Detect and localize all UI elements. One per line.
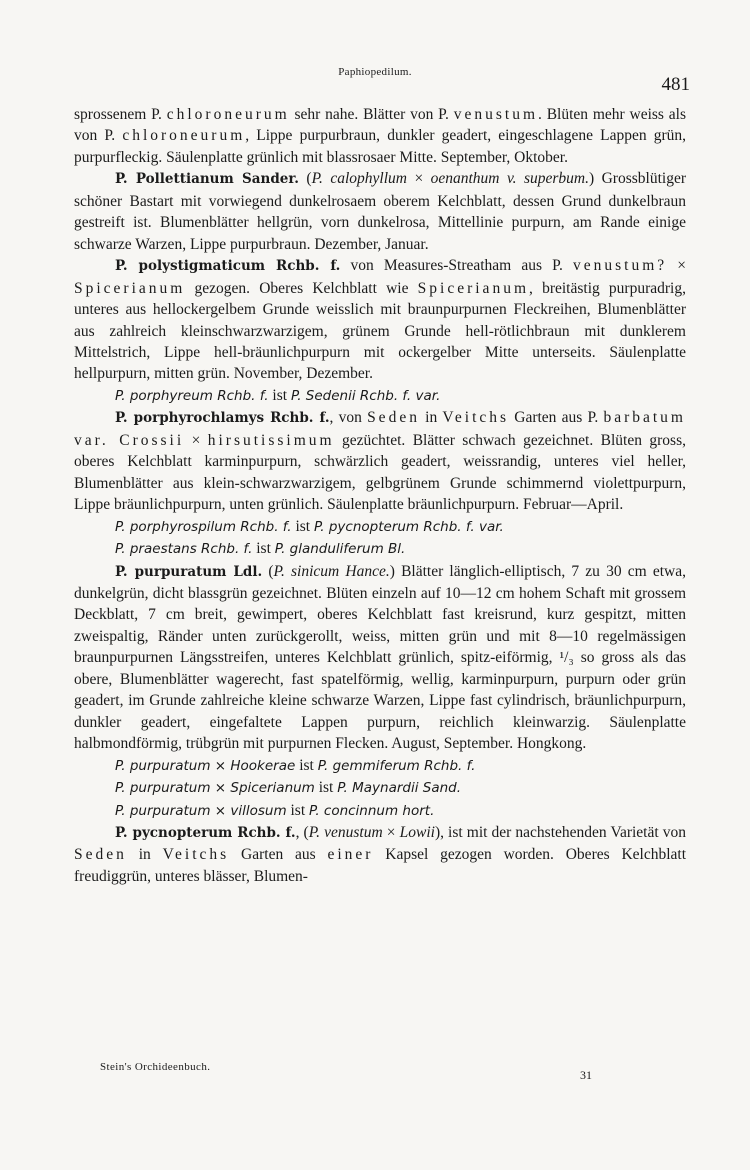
cross-reference-purpuratum-spicerianum — [74, 777, 686, 799]
text-run: in — [419, 409, 443, 427]
text-run: × — [184, 431, 208, 449]
text-run: ist — [295, 756, 318, 774]
entry-purpuratum — [74, 561, 686, 755]
text-run: × — [407, 170, 431, 188]
paragraph-chloroneurum-end — [74, 104, 686, 168]
footer-book-title: Stein's Orchideenbuch. — [100, 1061, 211, 1073]
spaced-name: hirsutissimum — [207, 431, 335, 449]
text-run: gezogen. Oberes Kelchblatt wie — [185, 279, 418, 297]
text-run: sprossenem P. — [74, 106, 167, 123]
footer-sheet-number: 31 — [580, 1068, 592, 1082]
text-run: , von — [329, 409, 368, 427]
entry-porphyrochlamys — [74, 407, 686, 515]
italic-name: oenanthum v. superbum. — [430, 170, 590, 188]
accepted-name: P. gemmiferum Rchb. f. — [317, 757, 476, 774]
spaced-name: chloroneurum — [122, 127, 246, 145]
text-run: ist — [252, 540, 275, 558]
accepted-name: P. concinnum hort. — [309, 802, 435, 819]
cross-reference-porphyrospilum — [74, 516, 686, 538]
spaced-name: barbatum var. Crossii — [74, 409, 686, 449]
cross-reference-praestans — [74, 538, 686, 560]
text-run: , breitästig purpuradrig, unteres aus hellockergelbem Grunde weisslich mit braunpurpurnen Fleckreihen, Blumenblätter aus zahlreich kleinschwarzwarzigem, grünem Grunde hell-rötlichbraun mit dunklerem Mittelstrich, Lippe hell-bräunlichpurpurn mit ockergelber Mitte unterseits. Säulenplatte hellpurpurn, mitten grün. November, Dezember. — [74, 279, 686, 383]
text-run: sehr nahe. Blätter von P. — [289, 106, 454, 123]
text-run: gezüchtet. Blätter schwach gezeichnet. Blüten gross, oberes Kelchblatt karminpurpurn, schwärzlich geadert, weissrandig, unteres viel heller, Blumenblätter aus klein-schwarzwarzigem, gelbgrünem Grunde schimmernd violettpurpurn, Lippe bräunlichpurpurn, unten grünlich. Säulenplatte bräunlichpurpurn. Februar—April. — [74, 431, 686, 514]
spaced-name: einer — [327, 846, 374, 864]
spaced-name: Seden — [367, 409, 420, 427]
synonym-name: P. purpuratum × Hookerae — [115, 757, 296, 774]
text-run: × — [667, 257, 686, 275]
body-text — [74, 104, 686, 887]
accepted-name: P. Maynardii Sand. — [337, 780, 462, 797]
page-number: 481 — [661, 74, 690, 95]
text-run: ) Blätter länglich-elliptisch, 7 zu 30 cm etwa, dunkelgrün, dicht blassgrün gezeichnet. Blüten einzeln auf 10—12 cm hohem Schaft mit grossem Deckblatt, 7 cm breit, gewimpert, oberes Kelchblatt fast kreisrund, kurz gespitzt, mitten zweispaltig, Ränder unten zurückgerollt, weiss, mitten grün und mit 8—10 regelmässigen braunpurpurnen Längsstreifen, unteres Kelchblatt grünlich, spitz-eiförmig, ¹/₃ so gross als das obere, Blumenblätter wagerecht, fast spatelförmig, wellig, karminpurpurn, purpurn oder grün geadert, im Grunde zahlreiche kleine schwarze Warzen, Lippe fast cylindrisch, bräunlichpurpurn, dunkler geadert, eingefaltete Lappen purpurn, reichlich kleinwarzig. Säulenplatte halbmondförmig, trübgrün mit purpurnen Flecken. August, September. Hongkong. — [74, 562, 686, 753]
species-name: P. Pollettianum Sander. — [115, 171, 299, 188]
species-name: P. porphyrochlamys Rchb. f. — [115, 410, 330, 427]
synonym-name: P. purpuratum × Spicerianum — [115, 780, 315, 797]
spaced-name: chloroneurum — [166, 106, 290, 123]
species-name: P. polystigmaticum Rchb. f. — [115, 258, 341, 275]
text-run: . Blüten mehr weiss als von P. — [74, 106, 686, 145]
accepted-name: P. glanduliferum Bl. — [274, 541, 406, 558]
spaced-name: venustum? — [572, 257, 668, 275]
text-run: in — [126, 846, 163, 864]
italic-name: Lowii — [399, 823, 435, 841]
spaced-name: Spicerianum — [417, 279, 529, 297]
text-run: Garten aus P. — [509, 409, 604, 427]
running-title: Paphiopedilum. — [338, 66, 412, 78]
italic-name: P. sinicum Hance. — [273, 562, 390, 580]
text-run: × — [382, 823, 400, 841]
cross-reference-purpuratum-hookerae — [74, 755, 686, 777]
accepted-name: P. pycnopterum Rchb. f. var. — [314, 518, 504, 535]
text-run: ist — [291, 517, 314, 535]
text-run: ist — [314, 779, 338, 797]
synonym-name: P. purpuratum × villosum — [115, 802, 287, 819]
accepted-name: P. Sedenii Rchb. f. var. — [290, 387, 441, 404]
spaced-name: venustum — [453, 106, 539, 123]
species-name: P. pycnopterum Rchb. f. — [115, 824, 296, 841]
cross-reference-porphyreum — [74, 385, 686, 407]
spaced-name: Veitchs — [162, 846, 230, 864]
text-run: , Lippe purpurbraun, dunkler geadert, eingeschlagene Lappen grün, purpurfleckig. Säulenplatte grünlich mit blassrosaer Mitte. September, Oktober. — [74, 127, 686, 166]
entry-pycnopterum — [74, 822, 686, 887]
italic-name: P. calophyllum — [311, 170, 407, 188]
text-run: von Measures-Streatham aus P. — [340, 257, 573, 275]
text-run: Garten aus — [229, 846, 328, 864]
text-run: Kapsel gezogen worden. Oberes Kelchblatt freudiggrün, unteres blässer, Blumen- — [74, 846, 687, 885]
synonym-name: P. praestans Rchb. f. — [115, 541, 253, 558]
spaced-name: Spicerianum — [74, 279, 186, 297]
text-run: ) Grossblütiger schöner Bastart mit vorwiegend dunkelrosaem oberem Kelchblatt, dessen Grund dunkelbraun gestreift ist. Blumenblätter hellgrün, vorn dunkelrosa, Mittellinie purpurn, am Rande einige schwarze Warzen, Lippe purpurbraun. Dezember, Januar. — [74, 170, 686, 253]
cross-reference-purpuratum-villosum — [74, 800, 686, 822]
text-run: ist — [268, 386, 291, 404]
synonym-name: P. porphyreum Rchb. f. — [115, 387, 269, 404]
synonym-name: P. porphyrospilum Rchb. f. — [115, 518, 292, 535]
spaced-name: Veitchs — [442, 409, 510, 427]
text-run: ( — [298, 170, 312, 188]
spaced-name: Seden — [74, 846, 127, 864]
text-run: ), ist mit der nachstehenden Varietät von — [434, 823, 687, 841]
text-run: ( — [262, 562, 274, 580]
entry-polystigmaticum — [74, 255, 686, 385]
species-name: P. purpuratum Ldl. — [115, 563, 263, 580]
text-run: , ( — [295, 823, 309, 841]
text-run: ist — [286, 801, 310, 819]
entry-pollettianum — [74, 168, 686, 255]
italic-name: P. venustum — [308, 823, 383, 841]
